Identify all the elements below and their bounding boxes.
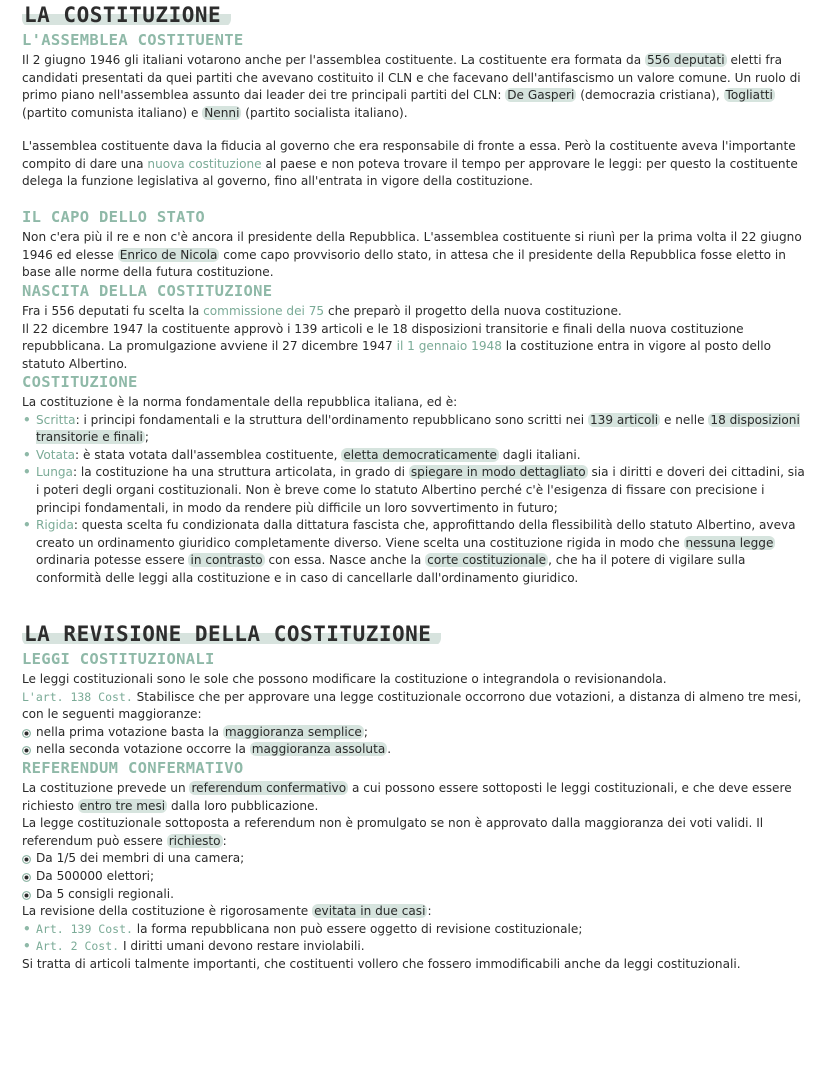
casi-list — [22, 921, 812, 956]
list-item-camera: Da 1/5 dei membri di una camera; — [22, 850, 812, 868]
list-item-art-139: • Art. 139 Cost. la forma repubblicana non può essere oggetto di revisione costituzionale; — [22, 921, 812, 939]
page-title-revisione: LA REVISIONE DELLA COSTITUZIONE — [22, 622, 441, 646]
list-item-lunga: • Lunga: la costituzione ha una struttura articolata, in grado di spiegare in modo dettagliato sia i diritti e doveri dei cittadini, sia i poteri degli organi costituzionali. Non è breve come lo statuto Albertino perché c'è l'esigenza di fissare con precisione i principi fondamentali, in modo da rendere più difficile un loro sovvertimento in futuro; — [22, 464, 812, 517]
section-title-costituzione: COSTITUZIONE — [22, 373, 138, 391]
section-title-referendum: REFERENDUM CONFERMATIVO — [22, 759, 244, 777]
list-item-consigli: Da 5 consigli regionali. — [22, 886, 812, 904]
page-title: LA COSTITUZIONE — [22, 3, 231, 27]
list-item-elettori: Da 500000 elettori; — [22, 868, 812, 886]
list-item-art-2: • Art. 2 Cost. I diritti umani devono restare inviolabili. — [22, 938, 812, 956]
costituzione-intro: La costituzione è la norma fondamentale della repubblica italiana, ed è: — [22, 395, 458, 409]
list-item-rigida: • Rigida: questa scelta fu condizionata dalla dittatura fascista che, approfittando della flessibilità dello statuto Albertino, aveva creato un ordinamento giuridico completamente diverso. Viene scelta una costituzione rigida in modo che nessuna legge ordinaria potesse essere in contrasto con essa. Nasce anche la corte costituzionale , che ha il potere di vigilare sulla conformità delle leggi alla costituzione e in caso di cancellarle dall'ordinamento giuridico. — [22, 517, 812, 587]
costituzione-list — [22, 412, 812, 588]
paragraph-referendum: La costituzione prevede un referendum confermativo a cui possono essere sottoposti le leggi costituzionali, e che deve essere richiesto entro tre mesi dalla loro pubblicazione. La legge costituzionale sottoposta a referendum non è promulgato se non è approvato dalla maggioranza dei voti validi. Il referendum può essere richiesto : Da 1/5 dei membri di una camera; Da 500000 elettori; Da 5 consigli regionali. La revisione della costituzione è rigorosamente evitata in due casi : • Art. 139 Cost. la forma repubblicana non può essere oggetto di revisione costituzionale; • Art. 2 Cost. I diritti umani devono restare inviolabili. Si tratta di articoli talmente importanti, che costituenti vollero che fossero immodificabili anche da leggi costituzionali. — [22, 780, 812, 974]
closing-paragraph: Si tratta di articoli talmente importanti, che costituenti vollero che fossero immodificabili anche da leggi costituzionali. — [22, 956, 741, 971]
list-item-scritta: • Scritta: i principi fondamentali e la struttura dell'ordinamento repubblicano sono scritti nei 139 articoli e nelle 18 disposizioni transitorie e finali ; — [22, 412, 812, 447]
list-item-seconda-votazione: nella seconda votazione occorre la maggioranza assoluta . — [22, 741, 812, 759]
list-item-prima-votazione: nella prima votazione basta la maggioranza semplice ; — [22, 724, 812, 742]
paragraph-leggi: Le leggi costituzionali sono le sole che possono modificare la costituzione o integrandola o revisionandola. L'art. 138 Cost. Stabilisce che per approvare una legge costituzionale occorrono due votazioni, a distanza di almeno tre mesi, con le seguenti maggioranze: nella prima votazione basta la maggioranza semplice ; nella seconda votazione occorre la maggioranza assoluta . — [22, 671, 812, 759]
list-item-votata: • Votata: è stata votata dall'assemblea costituente, eletta democraticamente dagli italiani. — [22, 447, 812, 465]
paragraph-nascita: Fra i 556 deputati fu scelta la commissione dei 75 che preparò il progetto della nuova costituzione. Il 22 dicembre 1947 la costituente approvò i 139 articoli e le 18 disposizioni transitorie e finali della nuova costituzione repubblicana. La promulgazione avviene il 27 dicembre 1947 il 1 gennaio 1948 la costituzione entra in vigore al posto dello statuto Albertino. — [22, 304, 772, 371]
paragraph-capo-stato: Non c'era più il re e non c'è ancora il presidente della Repubblica. L'assemblea costituente si riunì per la prima volta il 22 giugno 1946 ed elesse Enrico de Nicola come capo provvisorio dello stato, in attesa che il presidente della Repubblica fosse eletto in base alle norme della futura costituzione. — [22, 230, 802, 280]
paragraph-assemblea-2: L'assemblea costituente dava la fiducia al governo che era responsabile di fronte a essa. Però la costituente aveva l'importante compito di dare una nuova costituzione al paese e non poteva trovare il tempo per approvare le leggi: per questo la costituente delega la funzione legislativa al governo, fino all'entrata in vigore della costituzione. — [22, 139, 798, 189]
paragraph-assemblea-1: Il 2 giugno 1946 gli italiani votarono anche per l'assemblea costituente. La costituente era formata da 556 deputati eletti fra candidati presentati da quei partiti che avevano costituito il CLN e che facevano dell'antifascismo un valore comune. Un ruolo di primo piano nell'assemblea assunto dai leader dei tre principali partiti del CLN: De Gasperi (democrazia cristiana), Togliatti (partito comunista italiano) e Nenni (partito socialista italiano). — [22, 53, 801, 120]
section-title-leggi: LEGGI COSTITUZIONALI — [22, 650, 215, 668]
maggioranze-list — [22, 724, 812, 759]
section-title-assemblea: L'ASSEMBLEA COSTITUENTE — [22, 31, 244, 49]
section-title-capo-stato: IL CAPO DELLO STATO — [22, 208, 206, 226]
richiesta-list — [22, 850, 812, 903]
section-title-nascita: NASCITA DELLA COSTITUZIONE — [22, 282, 273, 300]
paragraph-costituzione — [22, 394, 812, 588]
